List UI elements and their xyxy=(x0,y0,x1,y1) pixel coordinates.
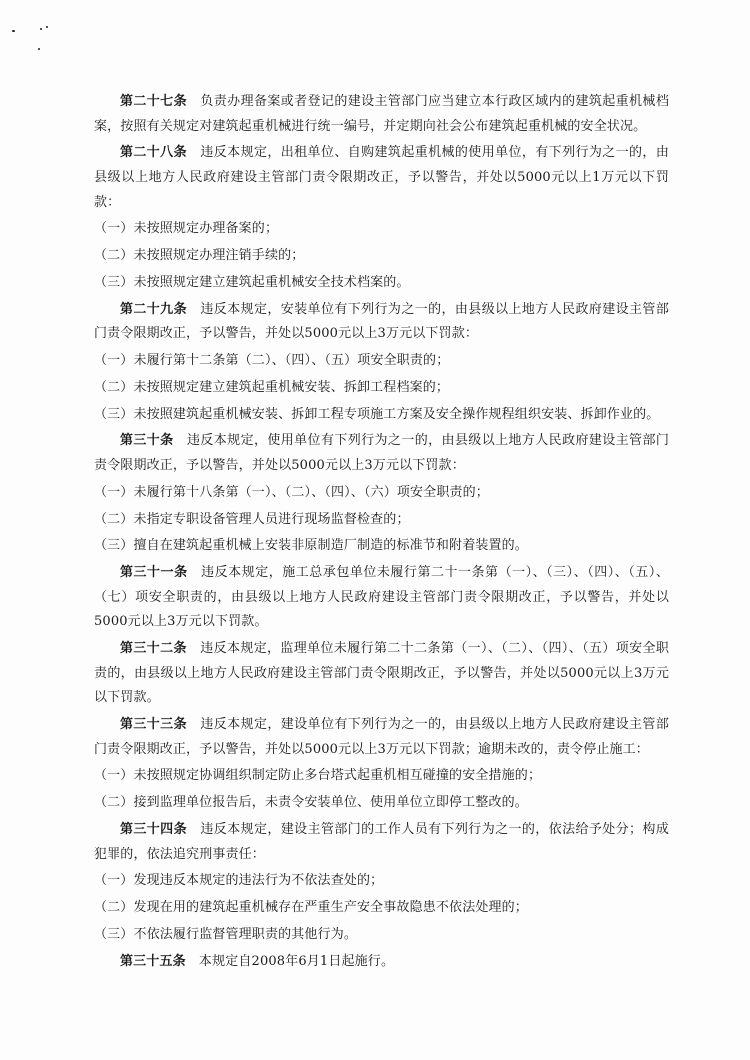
document-body xyxy=(94,90,669,977)
article-text: 本规定自2008年6月1日起施行。 xyxy=(198,953,395,969)
list-item-text: （一）发现违反本规定的违法行为不依法查处的； xyxy=(94,873,384,889)
article-number: 第三十二条 xyxy=(120,641,187,657)
list-item xyxy=(94,244,669,269)
list-item-text: （一）未履行第十二条第（二）、（四）、（五）项安全职责的； xyxy=(94,353,450,369)
list-item xyxy=(94,869,669,894)
article-text: 负责办理备案或者登记的建设主管部门应当建立本行政区域内的建筑起重机械档案，按照有关规定对建筑起重机械进行统一编号，并定期向社会公布建筑起重机械的安全状况。 xyxy=(94,94,669,134)
list-item-text: （一）未履行第十八条第（一）、（二）、（四）、（六）项安全职责的； xyxy=(94,484,489,500)
list-item xyxy=(94,376,669,401)
article-gap xyxy=(187,822,200,837)
article-gap xyxy=(174,433,187,448)
list-item-text: （二）未按照规定办理注销手续的； xyxy=(94,248,305,264)
list-item-text: （三）擅自在建筑起重机械上安装非原制造厂制造的标准节和附着装置的。 xyxy=(94,538,528,554)
article-paragraph xyxy=(94,141,669,215)
article-gap xyxy=(187,717,200,732)
list-item-text: （三）未按照建筑起重机械安装、拆卸工程专项施工方案及安全操作规程组织安装、拆卸作业的。 xyxy=(94,406,660,422)
article-gap xyxy=(187,302,200,317)
list-item-text: （二）发现在用的建筑起重机械存在严重生产安全事故隐患不依法处理的； xyxy=(94,900,528,916)
list-item-text: （一）未按照规定办理备案的； xyxy=(94,221,279,237)
article-gap xyxy=(187,641,200,656)
article-number: 第二十七条 xyxy=(120,94,187,109)
list-item xyxy=(94,349,669,374)
list-item xyxy=(94,403,669,428)
article-paragraph xyxy=(94,298,669,347)
list-item-text: （二）未按照规定建立建筑起重机械安装、拆卸工程档案的； xyxy=(94,379,450,395)
list-item xyxy=(94,217,669,242)
article-paragraph xyxy=(94,950,669,975)
article-text: 违反本规定，建设单位有下列行为之一的，由县级以上地方人民政府建设主管部门责令限期改正，予以警告，并处以5000元以上3万元以下罚款；逾期未改的，责令停止施工： xyxy=(94,717,669,757)
article-gap xyxy=(187,145,200,160)
list-item-text: （一）未按照规定协调组织制定防止多台塔式起重机相互碰撞的安全措施的； xyxy=(94,768,542,784)
article-paragraph xyxy=(94,637,669,711)
list-item xyxy=(94,764,669,789)
list-item xyxy=(94,923,669,948)
article-number: 第二十八条 xyxy=(120,145,187,161)
article-text: 违反本规定，施工总承包单位未履行第二十一条第（一）、（三）、（四）、（五）、（七）项安全职责的，由县级以上地方人民政府建设主管部门责令限期改正，予以警告，并处以5000元以上3万元以下罚款。 xyxy=(94,565,670,630)
article-number: 第三十四条 xyxy=(120,822,187,837)
article-number: 第三十一条 xyxy=(120,565,188,581)
list-item xyxy=(94,271,669,296)
article-paragraph xyxy=(94,90,669,139)
list-item xyxy=(94,896,669,921)
article-text: 违反本规定，使用单位有下列行为之一的，由县级以上地方人民政府建设主管部门责令限期改正，予以警告，并处以5000元以上3万元以下罚款： xyxy=(94,433,669,473)
list-item-text: （三）未按照规定建立建筑起重机械安全技术档案的。 xyxy=(94,274,410,290)
article-paragraph xyxy=(94,818,669,867)
list-item xyxy=(94,791,669,816)
article-paragraph xyxy=(94,429,669,478)
article-paragraph xyxy=(94,561,669,635)
scan-speck xyxy=(12,30,15,32)
scan-speck xyxy=(40,28,42,30)
list-item-text: （二）接到监理单位报告后，未责令安装单位、使用单位立即停工整改的。 xyxy=(94,795,528,811)
article-gap xyxy=(187,94,200,109)
article-paragraph xyxy=(94,713,669,762)
list-item xyxy=(94,508,669,533)
article-text: 违反本规定，建设主管部门的工作人员有下列行为之一的，依法给予处分；构成犯罪的，依法追究刑事责任： xyxy=(94,822,669,862)
list-item-text: （三）不依法履行监督管理职责的其他行为。 xyxy=(94,926,358,942)
article-gap xyxy=(186,954,199,969)
article-number: 第三十条 xyxy=(120,433,174,449)
article-text: 违反本规定，安装单位有下列行为之一的，由县级以上地方人民政府建设主管部门责令限期改正，予以警告，并处以5000元以上3万元以下罚款： xyxy=(94,301,669,342)
scan-speck xyxy=(46,26,48,28)
article-text: 违反本规定，出租单位、自购建筑起重机械的使用单位，有下列行为之一的，由县级以上地方人民政府建设主管部门责令限期改正，予以警告，并处以5000元以上1万元以下罚款： xyxy=(94,145,669,210)
list-item-text: （二）未指定专职设备管理人员进行现场监督检查的； xyxy=(94,511,410,527)
article-gap xyxy=(188,565,202,580)
article-number: 第二十九条 xyxy=(120,301,187,317)
article-number: 第三十三条 xyxy=(120,717,187,733)
list-item xyxy=(94,481,669,506)
article-text: 违反本规定，监理单位未履行第二十二条第（一）、（二）、（四）、（五）项安全职责的，由县级以上地方人民政府建设主管部门责令限期改正，予以警告，并处以5000元以上3万元以下罚款。 xyxy=(94,641,669,706)
scan-speck xyxy=(38,48,40,50)
article-number: 第三十五条 xyxy=(120,953,186,969)
list-item xyxy=(94,534,669,559)
